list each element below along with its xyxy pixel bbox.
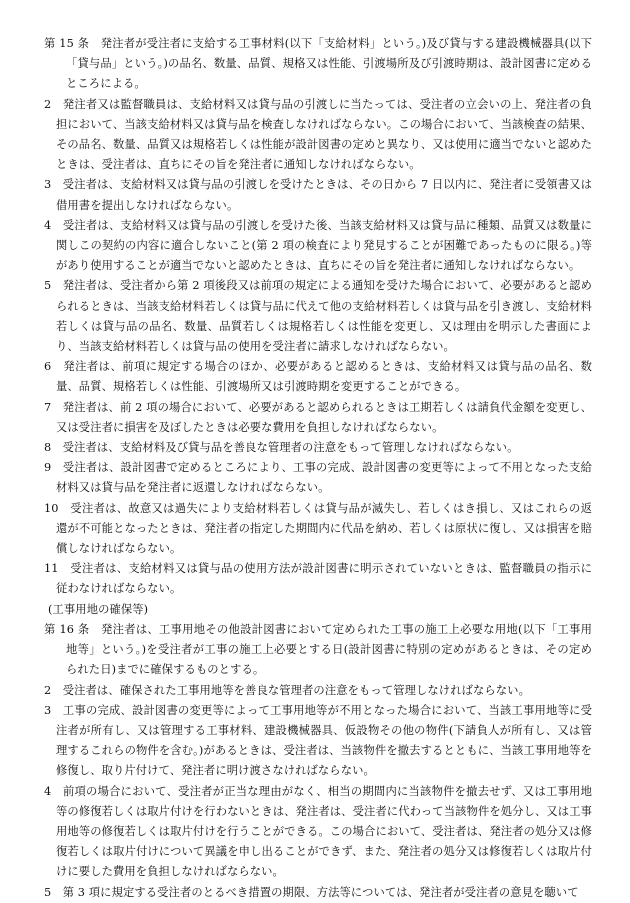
paragraph — [44, 438, 592, 458]
article-number: 第 16 条 — [44, 622, 90, 636]
paragraph-text: 発注者は、受注者から第 2 項後段又は前項の規定による通知を受けた場合において、必要があると認められるときは、当該支給材料若しくは貸与品に代えて他の支給材料若しくは貸与品を引き渡し、支給材料若しくは貸与品の品名、数量、品質若しくは規格若しくは性能を変更し、又は理由を明示した書面により、当該支給材料若しくは貸与品の使用を受注者に請求しなければならない。 — [56, 279, 592, 354]
paragraph — [44, 216, 592, 277]
paragraph-text: 受注者は、確保された工事用地等を善良な管理者の注意をもって管理しなければならない。 — [62, 683, 530, 697]
paragraph — [44, 357, 592, 397]
article-first-paragraph — [44, 620, 592, 681]
paragraph-text: 発注者は、前項に規定する場合のほか、必要があると認めるときは、支給材料又は貸与品の品名、数量、品質、規格若しくは性能、引渡場所又は引渡時期を変更することができる。 — [56, 360, 592, 394]
paragraph-number: 3 — [44, 178, 52, 192]
article-heading: (工事用地の確保等) — [48, 602, 149, 616]
paragraph-number: 5 — [44, 885, 52, 899]
article-first-paragraph — [44, 34, 592, 95]
paragraph-number: 8 — [44, 441, 52, 455]
paragraph — [44, 276, 592, 357]
paragraph — [44, 95, 592, 176]
paragraph-text: 前項の場合において、受注者が正当な理由がなく、相当の期間内に当該物件を撤去せず、又は工事用地等の修復若しくは取片付けを行わないときは、発注者は、受注者に代わって当該物件を処分し、又は工事用地等の修復若しくは取片付けを行うことができる。この場合において、受注者は、発注者の処分又は修復若しくは取片付けについて異議を申し出ることができず、また、発注者の処分又は修復若しくは取片付けに要した費用を負担しなければならない。 — [56, 784, 592, 879]
paragraph — [44, 559, 592, 599]
paragraph-text: 発注者が受注者に支給する工事材料(以下「支給材料」という。)及び貸与する建設機械器具(以下「貸与品」という。)の品名、数量、品質、規格又は性能、引渡場所及び引渡時期は、設計図書に定めるところによる。 — [66, 37, 592, 91]
paragraph-text: 受注者は、支給材料又は貸与品の使用方法が設計図書に明示されていないときは、監督職員の指示に従わなければならない。 — [56, 562, 592, 596]
paragraph-number: 6 — [44, 360, 52, 374]
paragraph-text: 受注者は、支給材料及び貸与品を善良な管理者の注意をもって管理しなければならない。 — [62, 441, 519, 455]
paragraph-number: 2 — [44, 97, 52, 111]
paragraph — [44, 883, 592, 903]
paragraph-text: 受注者は、故意又は過失により支給材料若しくは貸与品が滅失し、若しくはき損し、又はこれらの返還が不可能となったときは、発注者の指定した期間内に代品を納め、若しくは原状に復し、又は損害を賠償しなければならない。 — [56, 501, 592, 556]
paragraph-text: 発注者は、前 2 項の場合において、必要があると認められるときは工期若しくは請負代金額を変更し、又は受注者に損害を及ぼしたときは必要な費用を負担しなければならない。 — [56, 400, 592, 434]
paragraph-text: 受注者は、支給材料又は貸与品の引渡しを受けた後、当該支給材料又は貸与品に種類、品質又は数量に関しこの契約の内容に適合しないこと(第 2 項の検査により発見することが困難であったものに限る。)等があり使用することが適当でないと認めたときは、直ちにその旨を発注者に通知しなければならない。 — [56, 218, 592, 273]
paragraph-number: 4 — [44, 218, 52, 232]
paragraph — [44, 681, 592, 701]
paragraph — [44, 458, 592, 498]
article-number: 第 15 条 — [44, 37, 90, 50]
paragraph-number: 11 — [44, 562, 59, 576]
paragraph-number: 2 — [44, 683, 52, 697]
paragraph-number: 7 — [44, 400, 52, 414]
paragraph-number: 5 — [44, 279, 52, 293]
paragraph-text: 発注者は、工事用地その他設計図書において定められた工事の施工上必要な用地(以下「工事用地等」という。)を受注者が工事の施工上必要とする日(設計図書に特別の定めがあるときは、その定められた日)までに確保するものとする。 — [66, 622, 592, 677]
document-body — [44, 34, 592, 903]
paragraph-number: 9 — [44, 461, 52, 475]
paragraph-number: 10 — [44, 501, 59, 515]
paragraph-text: 受注者は、支給材料又は貸与品の引渡しを受けたときは、その日から 7 日以内に、発注者に受領書又は借用書を提出しなければならない。 — [56, 178, 592, 212]
paragraph — [44, 398, 592, 438]
paragraph-number: 4 — [44, 784, 52, 798]
paragraph — [44, 499, 592, 560]
paragraph-number: 3 — [44, 703, 52, 717]
paragraph-text: 第 3 項に規定する受注者のとるべき措置の期限、方法等については、発注者が受注者の意見を聴いて — [62, 885, 579, 899]
paragraph-text: 工事の完成、設計図書の変更等によって工事用地等が不用となった場合において、当該工事用地等に受注者が所有し、又は管理する工事材料、建設機械器具、仮設物その他の物件(下請負人が所有し、又は管理するこれらの物件を含む。)があるときは、受注者は、当該物件を撤去するとともに、当該工事用地等を修復し、取り片付けて、発注者に明け渡さなければならない。 — [56, 703, 592, 778]
paragraph-text: 発注者又は監督職員は、支給材料又は貸与品の引渡しに当たっては、受注者の立会いの上、発注者の負担において、当該支給材料又は貸与品を検査しなければならない。この場合において、当該検査の結果、その品名、数量、品質又は規格若しくは性能が設計図書の定めと異なり、又は使用に適当でないと認めたときは、受注者は、直ちにその旨を発注者に通知しなければならない。 — [56, 97, 592, 172]
paragraph — [44, 175, 592, 215]
article-1 — [44, 34, 592, 600]
paragraph — [44, 782, 592, 883]
paragraph-text: 受注者は、設計図書で定めるところにより、工事の完成、設計図書の変更等によって不用となった支給材料又は貸与品を発注者に返還しなければならない。 — [56, 461, 592, 495]
paragraph — [44, 701, 592, 782]
article-2 — [44, 600, 592, 903]
